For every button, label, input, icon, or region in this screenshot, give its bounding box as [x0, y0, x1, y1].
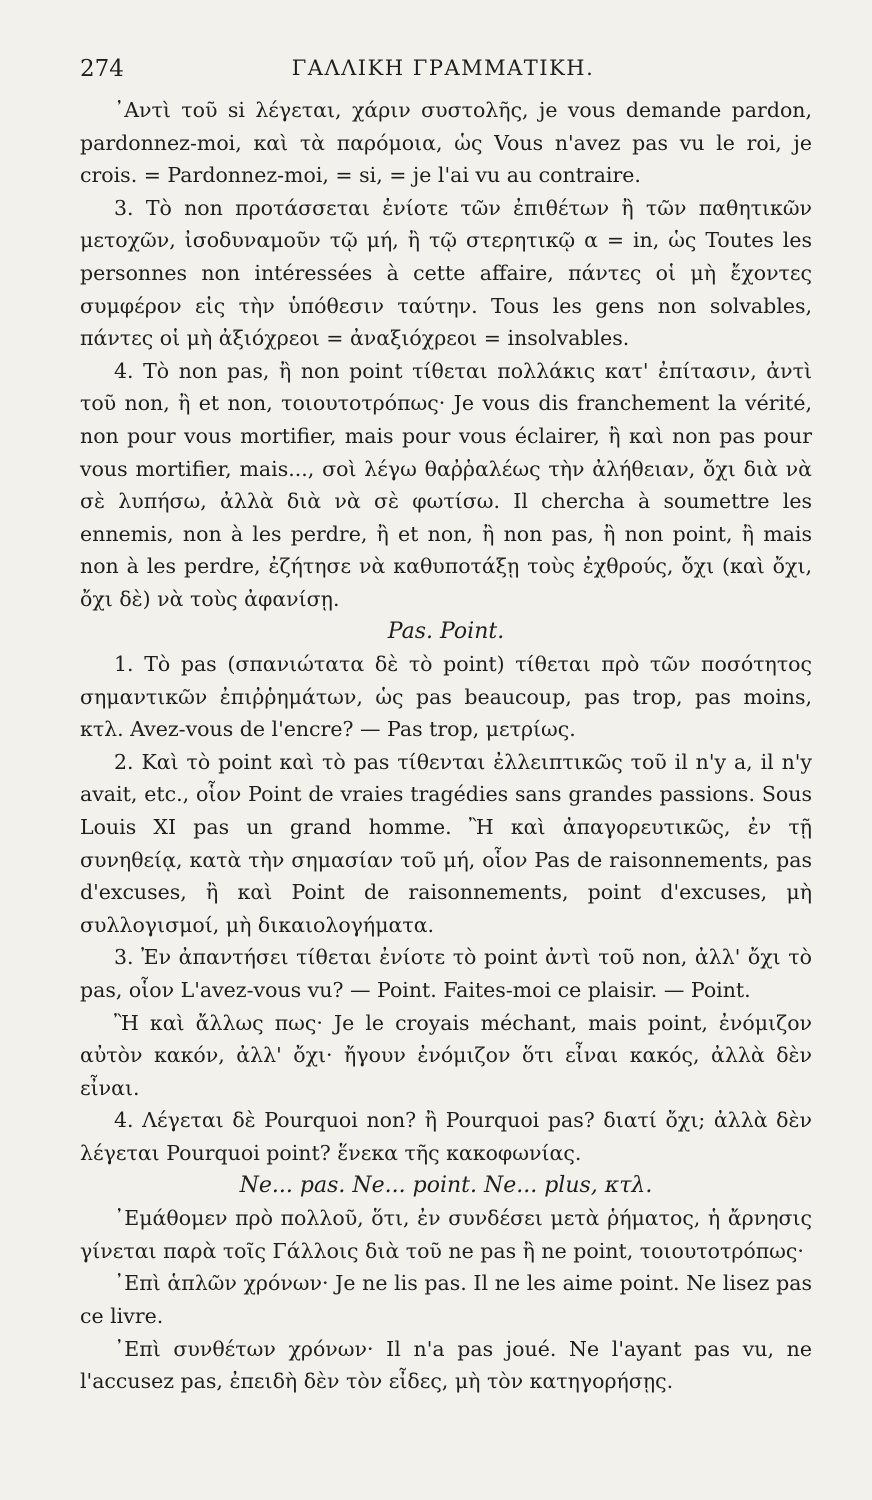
paragraph: ᾿Εμάθομεν πρὸ πολλοῦ, ὅτι, ἐν συνδέσει μετὰ ῥήματος, ἡ ἄρνησις γίνεται παρὰ τοῖς Γάλλοις διὰ τοῦ ne pas ἢ ne point, τοιουτοτρόπως· [80, 1206, 812, 1263]
paragraph: 3. Ἐν ἀπαντήσει τίθεται ἐνίοτε τὸ point ἀντὶ τοῦ non, ἀλλ' ὄχι τὸ pas, οἷον L'avez-vous vu? — Point. Faites-moi ce plaisir. — Point. [80, 945, 812, 1003]
page-body [80, 94, 812, 1398]
paragraph: 4. Λέγεται δὲ Pourquoi non? ἢ Pourquoi pas? διατί ὄχι; ἀλλὰ δὲν λέγεται Pourquoi point? ἕνεκα τῆς κακοφωνίας. [80, 1108, 812, 1165]
paragraph: 3. Τὸ non προτάσσεται ἐνίοτε τῶν ἐπιθέτων ἢ τῶν παθητικῶν μετοχῶν, ἰσοδυναμοῦν τῷ μή, ἢ τῷ στερητικῷ α = in, ὡς Toutes les personnes non intéressées à cette affaire, πάντες οἱ μὴ ἔχοντες συμφέρον εἰς τὴν ὑπόθεσιν ταύτην. Tous les gens non solvables, πάντες οἱ μὴ ἀξιόχρεοι = ἀναξιόχρεοι = insolvables. [80, 195, 812, 351]
paragraph: 4. Τὸ non pas, ἢ non point τίθεται πολλάκις κατ' ἐπίτασιν, ἀντὶ τοῦ non, ἢ et non, τοιουτοτρόπως· Je vous dis franchement la vérité, non pour vous mortifier, mais pour vous éclairer, ἢ καὶ non pas pour vous mortifier, mais..., σοὶ λέγω θαῤῥαλέως τὴν ἀλήθειαν, ὄχι διὰ νὰ σὲ λυπήσω, ἀλλὰ διὰ νὰ σὲ φωτίσω. Il chercha à soumettre les ennemis, non à les perdre, ἢ et non, ἢ non pas, ἢ non point, ἢ mais non à les perdre, ἐζήτησε νὰ καθυποτάξῃ τοὺς ἐχθρούς, ὄχι (καὶ ὄχι, ὄχι δὲ) νὰ τοὺς ἀφανίσῃ. [80, 358, 812, 611]
paragraph: 2. Καὶ τὸ point καὶ τὸ pas τίθενται ἐλλειπτικῶς τοῦ il n'y a, il n'y avait, etc., οἷον Point de vraies tragédies sans grandes passions. Sous Louis XI pas un grand homme. Ἢ καὶ ἀπαγορευτικῶς, ἐν τῇ συνηθείᾳ, κατὰ τὴν σημασίαν τοῦ μή, οἷον Pas de raisonnements, pas d'excuses, ἢ καὶ Point de raisonnements, point d'excuses, μὴ συλλογισμοί, μὴ δικαιολογήματα. [80, 749, 812, 937]
paragraph: 1. Τὸ pas (σπανιώτατα δὲ τὸ point) τίθεται πρὸ τῶν ποσότητος σημαντικῶν ἐπιῤῥημάτων, ὡς pas beaucoup, pas trop, pas moins, κτλ. Avez-vous de l'encre? — Pas trop, μετρίως. [80, 652, 812, 742]
section-heading: Pas. Point. [387, 618, 505, 644]
running-title: ΓΑΛΛΙΚΗ ΓΡΑΜΜΑΤΙΚΗ. [291, 56, 595, 80]
paragraph: ᾿Επὶ ἁπλῶν χρόνων· Je ne lis pas. Il ne les aime point. Ne lisez pas ce livre. [80, 1271, 812, 1328]
paragraph: ᾿Αντὶ τοῦ si λέγεται, χάριν συστολῆς, je vous demande pardon, pardonnez-moi, καὶ τὰ παρόμοια, ὡς Vous n'avez pas vu le roi, je crois. = Pardonnez-moi, = si, = je l'ai vu au contraire. [80, 98, 812, 188]
section-heading: Ne... pas. Ne... point. Ne... plus, κτλ. [239, 1172, 653, 1198]
page-number: 274 [80, 56, 124, 82]
paragraph: Ἢ καὶ ἄλλως πως· Je le croyais méchant, mais point, ἐνόμιζον αὐτὸν κακόν, ἀλλ' ὄχι· ἤγουν ἐνόμιζον ὅτι εἶναι κακός, ἀλλὰ δὲν εἶναι. [80, 1010, 812, 1100]
page-header [80, 56, 806, 92]
paragraph: ᾿Επὶ συνθέτων χρόνων· Il n'a pas joué. Ne l'ayant pas vu, ne l'accusez pas, ἐπειδὴ δὲν τὸν εἶδες, μὴ τὸν κατηγορήσῃς. [80, 1336, 812, 1394]
